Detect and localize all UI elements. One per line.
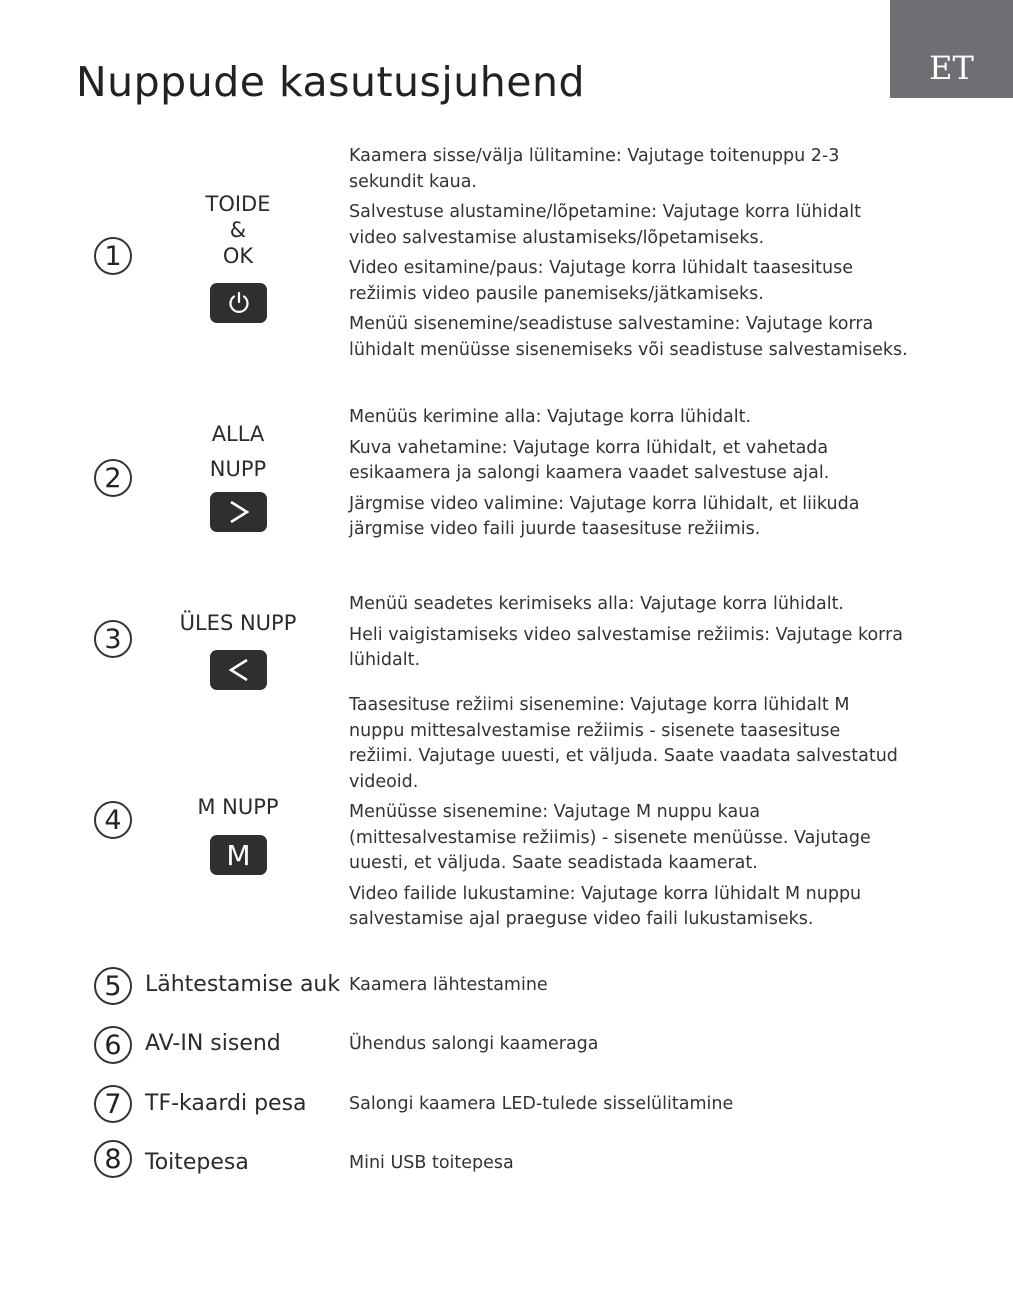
av-in-label: AV-IN sisend <box>145 1031 281 1056</box>
section-number-1: 1 <box>94 237 132 275</box>
description-paragraph: Kuva vahetamine: Vajutage korra lühidalt, et vahetada esikaamera ja salongi kaamera vaadet salvestuse ajal. <box>349 437 830 483</box>
section-number-7: 7 <box>94 1085 132 1123</box>
page-title: Nuppude kasutusjuhend <box>76 58 585 106</box>
chevron-right-icon <box>225 498 253 526</box>
power-icon <box>226 290 252 316</box>
label-line: NUPP <box>209 457 267 481</box>
description-paragraph: Salvestuse alustamine/lõpetamine: Vajutage korra lühidalt video salvestamise alustamiseks/lõpetamiseks. <box>349 202 861 248</box>
description-paragraph: Menüü sisenemine/seadistuse salvestamine: Vajutage korra lühidalt menüüsse sisenemiseks või seadistuse salvestamiseks. <box>349 314 908 360</box>
label-line: OK <box>222 244 254 268</box>
label-line: TOIDE <box>205 192 271 216</box>
label-line: M NUPP <box>197 795 279 819</box>
power-port-label: Toitepesa <box>145 1150 249 1175</box>
label-line: ALLA <box>211 422 265 446</box>
description-paragraph: Video failide lukustamine: Vajutage korra lühidalt M nuppu salvestamise ajal praeguse video faili lukustamiseks. <box>349 883 862 929</box>
section-1-descriptions <box>349 144 909 368</box>
section-number-6: 6 <box>94 1026 132 1064</box>
description-paragraph: Menüüsse sisenemine: Vajutage M nuppu kaua (mittesalvestamise režiimis) - sisenete menüüsse. Vajutage uuesti, et väljuda. Saate seadistada kaamerat. <box>349 802 871 873</box>
description-paragraph: Video esitamine/paus: Vajutage korra lühidalt taasesituse režiimis video pausile panemiseks/jätkamiseks. <box>349 258 854 304</box>
section-number-2: 2 <box>94 459 132 497</box>
description-paragraph: Heli vaigistamiseks video salvestamise režiimis: Vajutage korra lühidalt. <box>349 624 903 670</box>
description-paragraph: Menüüs kerimine alla: Vajutage korra lühidalt. <box>349 407 752 427</box>
tf-card-slot-description: Salongi kaamera LED-tulede sisselülitamine <box>349 1094 734 1114</box>
section-2-descriptions <box>349 405 909 548</box>
section-number-3: 3 <box>94 620 132 658</box>
up-key <box>210 650 267 690</box>
chevron-left-icon <box>225 656 253 684</box>
section-4-descriptions <box>349 693 909 938</box>
power-key <box>210 283 267 323</box>
m-button-label <box>178 794 298 820</box>
label-line: ÜLES NUPP <box>179 611 297 635</box>
section-number-8: 8 <box>94 1140 132 1178</box>
section-3-descriptions <box>349 592 909 679</box>
description-paragraph: Kaamera sisse/välja lülitamine: Vajutage toitenuppu 2-3 sekundit kaua. <box>349 146 840 192</box>
down-button-label <box>188 417 288 487</box>
section-number-5: 5 <box>94 967 132 1005</box>
up-button-label <box>168 610 308 636</box>
power-port-description: Mini USB toitepesa <box>349 1153 514 1173</box>
power-ok-button-label <box>188 191 288 269</box>
tf-card-slot-label: TF-kaardi pesa <box>145 1091 307 1116</box>
reset-hole-description: Kaamera lähtestamine <box>349 975 548 995</box>
m-key <box>210 835 267 875</box>
description-paragraph: Taasesituse režiimi sisenemine: Vajutage korra lühidalt M nuppu mittesalvestamise režiimis - sisenete taasesituse režiimi. Vajutage uuesti, et väljuda. Saate vaadata salvestatud videoid. <box>349 695 898 792</box>
label-line: & <box>229 218 247 242</box>
m-key-icon: M <box>226 838 251 872</box>
language-tab: ET <box>890 0 1013 98</box>
reset-hole-label: Lähtestamise auk <box>145 972 341 997</box>
description-paragraph: Järgmise video valimine: Vajutage korra lühidalt, et liikuda järgmise video faili juurde taasesituse režiimis. <box>349 493 860 539</box>
av-in-description: Ühendus salongi kaameraga <box>349 1034 599 1054</box>
section-number-4: 4 <box>94 801 132 839</box>
description-paragraph: Menüü seadetes kerimiseks alla: Vajutage korra lühidalt. <box>349 594 844 614</box>
down-key <box>210 492 267 532</box>
